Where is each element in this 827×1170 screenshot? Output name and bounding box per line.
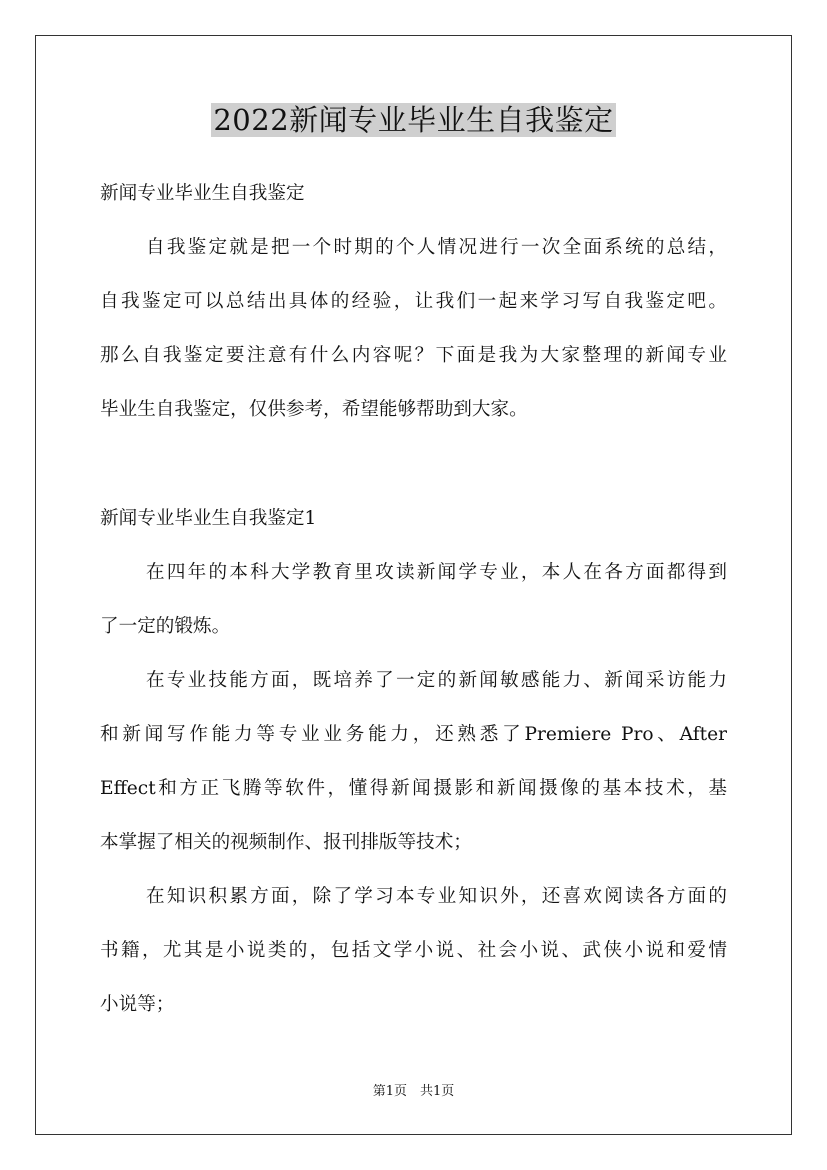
paragraph-line: 书籍，尤其是小说类的，包括文学小说、社会小说、武侠小说和爱情 bbox=[100, 940, 727, 961]
section-heading: 新闻专业毕业生自我鉴定1 bbox=[100, 508, 317, 529]
paragraph-line: 在专业技能方面，既培养了一定的新闻敏感能力、新闻采访能力 bbox=[146, 670, 727, 691]
page-number: 第1页 共1页 bbox=[372, 1084, 455, 1099]
paragraph-line: 自我鉴定可以总结出具体的经验，让我们一起来学习写自我鉴定吧。 bbox=[100, 291, 727, 312]
paragraph-line: 那么自我鉴定要注意有什么内容呢？下面是我为大家整理的新闻专业 bbox=[100, 345, 727, 366]
document-title bbox=[0, 100, 827, 140]
paragraph-line: 和新闻写作能力等专业业务能力，还熟悉了Premiere Pro、After bbox=[100, 724, 727, 745]
document-title-text: 2022新闻专业毕业生自我鉴定 bbox=[213, 103, 614, 137]
paragraph-line: 自我鉴定就是把一个时期的个人情况进行一次全面系统的总结， bbox=[146, 237, 727, 258]
paragraph-line: 在四年的本科大学教育里攻读新闻学专业，本人在各方面都得到 bbox=[146, 562, 727, 583]
paragraph-line: 在知识积累方面，除了学习本专业知识外，还喜欢阅读各方面的 bbox=[146, 886, 727, 907]
paragraph-line: 小说等； bbox=[100, 994, 175, 1015]
paragraph-line: 毕业生自我鉴定，仅供参考，希望能够帮助到大家。 bbox=[100, 399, 528, 420]
section-heading: 新闻专业毕业生自我鉴定 bbox=[100, 183, 305, 204]
paragraph-line: 本掌握了相关的视频制作、报刊排版等技术； bbox=[100, 832, 472, 853]
paragraph-line: Effect和方正飞腾等软件，懂得新闻摄影和新闻摄像的基本技术，基 bbox=[100, 778, 727, 799]
paragraph-line: 了一定的锻炼。 bbox=[100, 616, 231, 637]
